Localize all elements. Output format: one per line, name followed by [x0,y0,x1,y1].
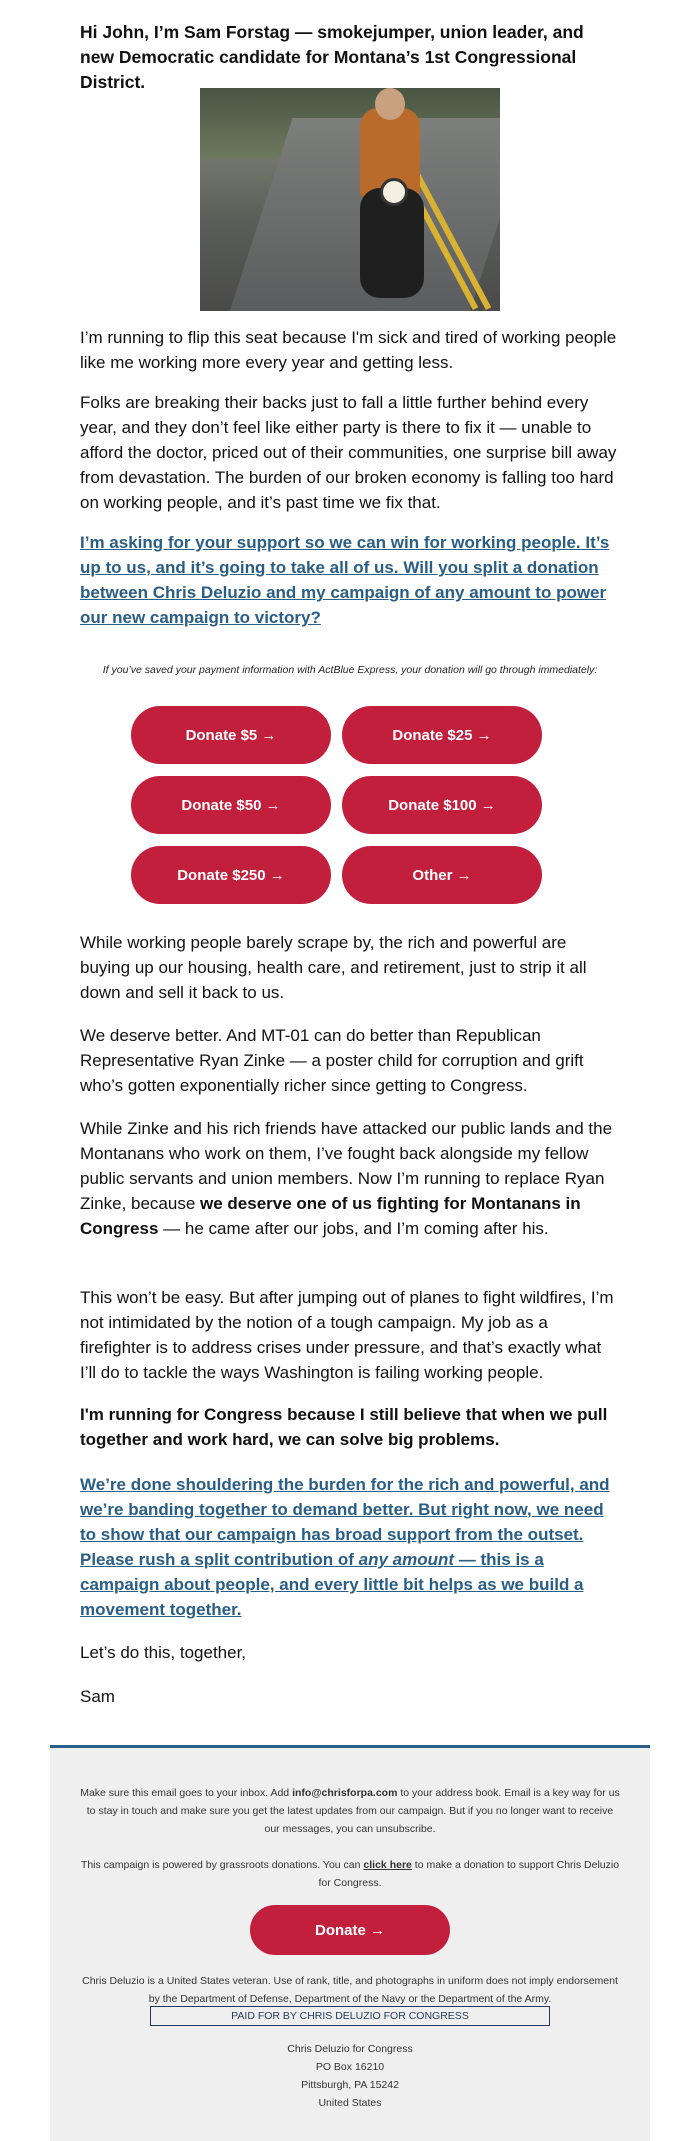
footer [50,1745,650,2141]
grassroots-text: This campaign is powered by grassroots donations. You can [80,1859,364,1871]
cta-link[interactable] [80,1472,620,1622]
signature: Sam [80,1687,115,1706]
paragraph-5-end: — he came after our jobs, and I’m coming after his. [158,1219,549,1238]
click-here-link[interactable]: click here [363,1859,412,1871]
address-line-1: Chris Deluzio for Congress [287,2043,413,2055]
paragraph-2: Folks are breaking their backs just to fall a little further behind every year, and they don’t feel like either party is there to fix it — unable to afford the doctor, priced out of their communities, one surprise bill away from devastation. The burden of our broken economy is falling too hard on working people, and it’s past time we fix that. [80,393,617,512]
address-line-2: PO Box 16210 [315,2061,385,2073]
ask-link[interactable]: I’m asking for your support so we can win for working people. It’s up to us, and it’s going to take all of us. Will you split a donation between Chris Deluzio and my campaign of any amount to power our new campaign to victory? [80,533,610,627]
donate-50-button[interactable]: Donate $50 → [131,776,331,834]
paragraph-7: I'm running for Congress because I still believe that when we pull together and work hard, we can solve big problems. [80,1405,608,1449]
inbox-text-end: to your address book. Email is a key way for us to stay in touch and make sure you get the latest updates from our campaign. But if you no longer want to receive our messages, you can unsubscribe. [86,1787,620,1835]
express-note: If you’ve saved your payment information with ActBlue Express, your donation will go through immediately: [102,664,598,676]
paragraph-5-text: While Zinke and his rich friends have attacked our public lands and the Montanans who work on them, I’ve fought back alongside my fellow public servants and union members. Now I’m running to replace Ryan Zinke, because [80,1119,613,1213]
paragraph-5-bold: we deserve one of us fighting for Montanans in Congress [80,1194,581,1238]
candidate-photo [200,88,500,311]
donate-5-button[interactable]: Donate $5 → [131,706,331,764]
donate-100-button[interactable]: Donate $100 → [342,776,542,834]
inbox-text: Make sure this email goes to your inbox. Add [80,1787,293,1799]
headlight-shape [380,178,408,206]
veteran-disclaimer: Chris Deluzio is a United States veteran. Use of rank, title, and photographs in uniform does not imply endorsement by the Department of Defense, Department of the Navy or the Department of the Army. [82,1975,618,2005]
address-line-4: United States [318,2097,382,2109]
intro-heading: Hi John, I’m Sam Forstag — smokejumper, union leader, and new Democratic candidate for Montana’s 1st Congressional District. [80,22,584,92]
cta-link-emphasis[interactable]: any amount [358,1550,455,1569]
signoff: Let’s do this, together, [80,1643,247,1662]
paragraph-6: This won’t be easy. But after jumping out of planes to fight wildfires, I’m not intimidated by the notion of a tough campaign. My job as a firefighter is to address crises under pressure, and that’s exactly what I’ll do to tackle the ways Washington is failing working people. [80,1288,614,1382]
inbox-email-link[interactable]: info@chrisforpa.com [292,1787,398,1799]
donate-25-button[interactable]: Donate $25 → [342,706,542,764]
donate-other-button[interactable]: Other → [342,846,542,904]
paragraph-3: While working people barely scrape by, the rich and powerful are buying up our housing, health care, and retirement, just to strip it all down and sell it back to us. [80,933,587,1002]
footer-donate-button[interactable]: Donate → [250,1905,450,1955]
grassroots-text-end: to make a donation to support Chris Deluzio for Congress. [318,1859,620,1889]
rider-head [375,88,405,120]
address-line-3: Pittsburgh, PA 15242 [301,2079,399,2091]
paragraph-1: I’m running to flip this seat because I'm sick and tired of working people like me working more every year and getting less. [80,328,617,372]
cta-link-text[interactable]: We’re done shouldering the burden for the rich and powerful, and we’re banding together to demand better. But right now, we need to show that our campaign has broad support from the outset. Please rush a split contribution of [80,1475,610,1569]
paragraph-4: We deserve better. And MT-01 can do better than Republican Representative Ryan Zinke — a poster child for corruption and grift who’s gotten exponentially richer since getting to Congress. [80,1026,584,1095]
paid-for-box: PAID FOR BY CHRIS DELUZIO FOR CONGRESS [150,2006,550,2026]
grassroots-notice [80,1856,620,1892]
donate-250-button[interactable]: Donate $250 → [131,846,331,904]
inbox-notice [80,1784,620,1838]
cta-link-end[interactable]: — this is a campaign about people, and every little bit helps as we build a movement together. [80,1550,584,1619]
paragraph-5 [80,1116,620,1241]
